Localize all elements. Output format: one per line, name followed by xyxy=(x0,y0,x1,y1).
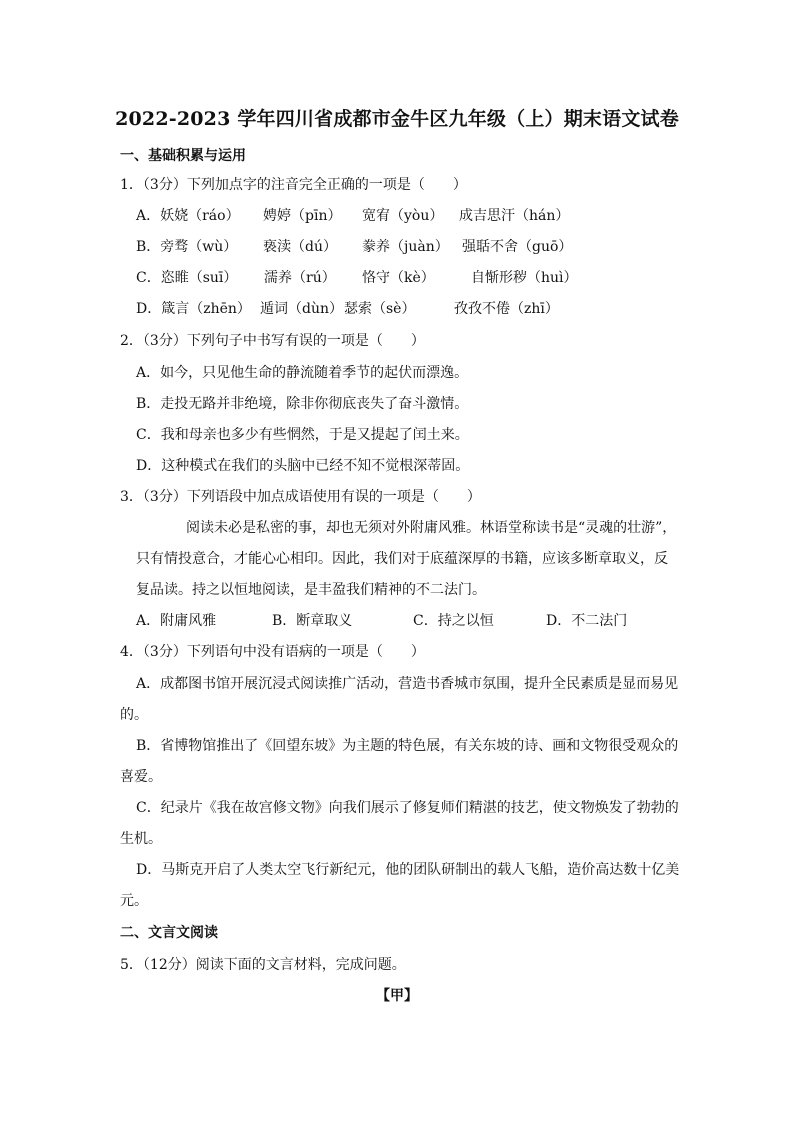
option-a-word-1: A．妖娆（ráo） xyxy=(136,208,240,224)
question-4-option-a: A．成都图书馆开展沉浸式阅读推广活动，营造书香城市氛围，提升全民素质是显而易见 xyxy=(136,676,679,692)
option-c-word-4: 自惭形秽（huì） xyxy=(471,270,578,286)
question-3-stem: 3．（3分）下列语段中加点成语使用有误的一项是（ ） xyxy=(120,489,481,505)
question-2-option-c: C．我和母亲也多少有些惘然，于是又提起了闰土来。 xyxy=(136,427,469,443)
option-c-word-2: 濡养（rú） xyxy=(264,270,336,286)
option-d-word-2: 遁词（dùn） xyxy=(260,301,343,317)
option-b-word-1: B．旁骛（wù） xyxy=(136,239,238,255)
question-3-passage-line-1: 阅读未必是私密的事，却也无须对外附庸风雅。林语堂称读书是“灵魂的壮游”， xyxy=(186,520,677,536)
question-4-option-c: C．纪录片《我在故宫修文物》向我们展示了修复师们精湛的技艺，使文物焕发了勃勃的 xyxy=(136,800,679,816)
option-d-word-3: 瑟索（sè） xyxy=(344,301,416,317)
question-4-option-d: D．马斯克开启了人类太空飞行新纪元，他的团队研制出的载人飞船，造价高达数十亿美 xyxy=(136,862,680,878)
option-b-word-2: 亵渎（dú） xyxy=(263,239,337,255)
page-title: 2022-2023 学年四川省成都市金牛区九年级（上）期末语文试卷 xyxy=(115,108,679,130)
question-4-option-d-cont: 元。 xyxy=(120,893,148,909)
question-2-option-d: D．这种模式在我们的头脑中已经不知不觉根深蒂固。 xyxy=(136,458,470,474)
question-2-option-a: A．如今，只见他生命的静流随着季节的起伏而漂逸。 xyxy=(136,365,469,381)
option-c-word-1: C．恣睢（suī） xyxy=(136,270,238,286)
question-2-stem: 2．（3分）下列句子中书写有误的一项是（ ） xyxy=(120,333,425,349)
section-heading-1: 一、基础积累与运用 xyxy=(120,148,246,164)
question-4-option-a-cont: 的。 xyxy=(120,707,148,723)
option-d-word-4: 孜孜不倦（zhī） xyxy=(454,301,559,317)
option-b-word-4: 强聒不舍（guō） xyxy=(462,239,573,255)
option-a-word-3: 宽宥（yòu） xyxy=(362,208,444,224)
question-4-option-b-cont: 喜爱。 xyxy=(120,769,162,785)
question-3-passage-line-2: 只有情投意合，才能心心相印。因此，我们对于底蕴深厚的书籍，应该多断章取义，反 xyxy=(136,551,668,567)
option-a-word-2: 娉婷（pīn） xyxy=(263,208,342,224)
question-3-option-b: B．断章取义 xyxy=(272,613,353,629)
question-4-option-c-cont: 生机。 xyxy=(120,831,162,847)
section-heading-2: 二、文言文阅读 xyxy=(120,925,218,941)
question-3-option-d: D．不二法门 xyxy=(546,613,628,629)
option-c-word-3: 恪守（kè） xyxy=(362,270,435,286)
question-4-stem: 4．（3分）下列语句中没有语病的一项是（ ） xyxy=(120,644,425,660)
question-3-option-a: A．附庸风雅 xyxy=(136,613,217,629)
question-3-passage-line-3: 复品读。持之以恒地阅读，是丰盈我们精神的不二法门。 xyxy=(136,582,486,598)
option-a-word-4: 成吉思汗（hán） xyxy=(459,208,570,224)
question-2-option-b: B．走投无路并非绝境，除非你彻底丧失了奋斗激情。 xyxy=(136,396,469,412)
question-4-option-b: B．省博物馆推出了《回望东坡》为主题的特色展，有关东坡的诗、画和文物很受观众的 xyxy=(136,738,679,754)
option-b-word-3: 豢养（juàn） xyxy=(362,239,449,255)
question-1-stem: 1．（3分）下列加点字的注音完全正确的一项是（ ） xyxy=(120,177,467,193)
question-5-stem: 5．（12分）阅读下面的文言材料，完成问题。 xyxy=(120,957,406,973)
question-3-option-c: C．持之以恒 xyxy=(413,613,494,629)
option-d-word-1: D．箴言（zhēn） xyxy=(136,301,251,317)
passage-label: 【甲】 xyxy=(376,988,418,1004)
